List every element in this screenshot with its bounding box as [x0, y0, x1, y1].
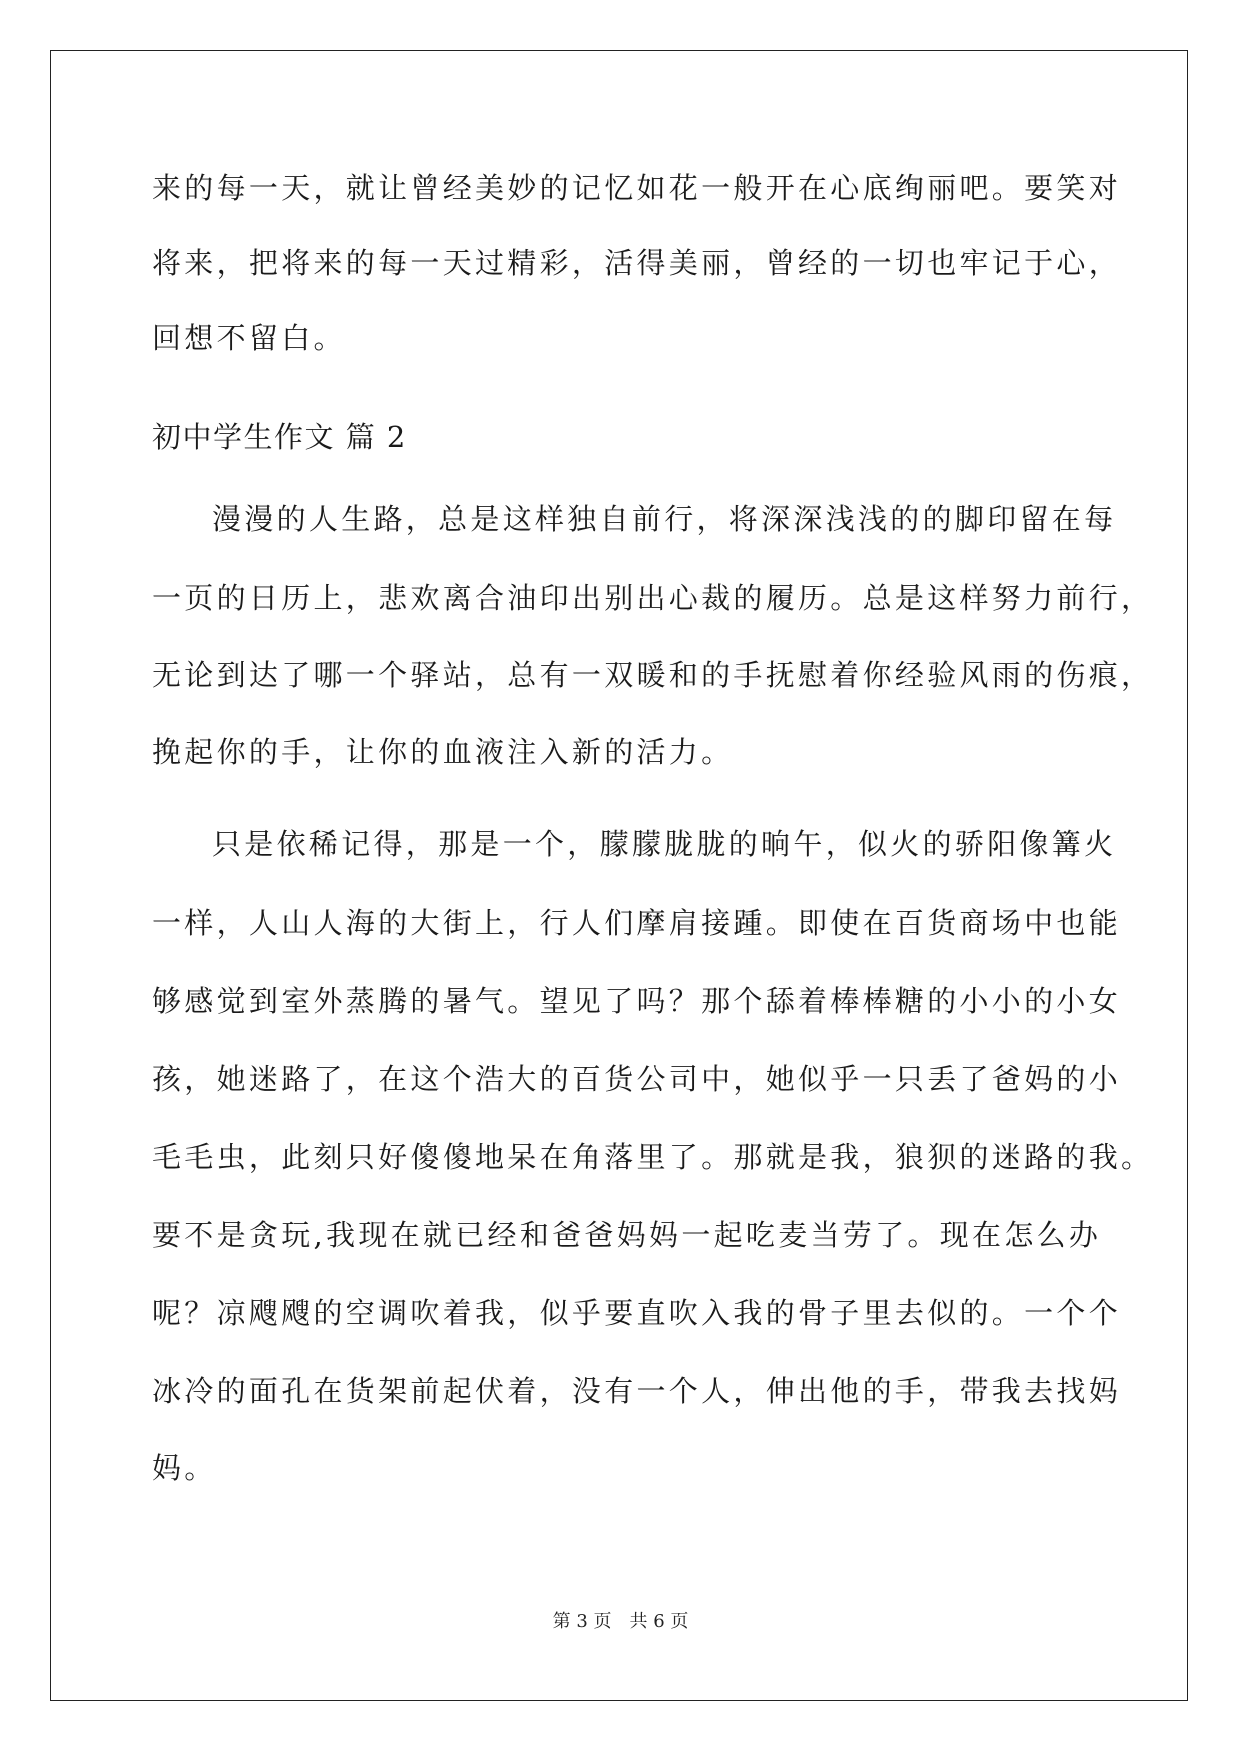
text-line: 挽起你的手，让你的血液注入新的活力。	[152, 735, 734, 769]
text-line: 孩，她迷路了，在这个浩大的百货公司中，她似乎一只丢了爸妈的小	[152, 1062, 1122, 1096]
text-line: 只是依稀记得，那是一个，朦朦胧胧的晌午，似火的骄阳像篝火	[212, 827, 1117, 861]
text-line: 将来，把将来的每一天过精彩，活得美丽，曾经的一切也牢记于心，	[152, 246, 1122, 280]
text-line: 要不是贪玩,我现在就已经和爸爸妈妈一起吃麦当劳了。现在怎么办	[152, 1218, 1102, 1252]
page-footer: 第 3 页 共 6 页	[552, 1611, 689, 1632]
section-heading: 初中学生作文 篇 2	[152, 420, 407, 454]
page-frame	[50, 50, 1188, 1701]
text-line: 一页的日历上，悲欢离合油印出别出心裁的履历。总是这样努力前行，	[152, 581, 1154, 615]
text-line: 回想不留白。	[152, 321, 346, 355]
text-line: 妈。	[152, 1451, 217, 1485]
text-line: 呢？凉飕飕的空调吹着我，似乎要直吹入我的骨子里去似的。一个个	[152, 1296, 1122, 1330]
text-line: 来的每一天，就让曾经美妙的记忆如花一般开在心底绚丽吧。要笑对	[152, 171, 1122, 205]
text-line: 一样，人山人海的大街上，行人们摩肩接踵。即使在百货商场中也能	[152, 906, 1122, 940]
text-line: 毛毛虫，此刻只好傻傻地呆在角落里了。那就是我，狼狈的迷路的我。	[152, 1140, 1154, 1174]
text-line: 无论到达了哪一个驿站，总有一双暖和的手抚慰着你经验风雨的伤痕，	[152, 658, 1154, 692]
text-line: 够感觉到室外蒸腾的暑气。望见了吗？那个舔着棒棒糖的小小的小女	[152, 984, 1122, 1018]
text-line: 漫漫的人生路，总是这样独自前行，将深深浅浅的的脚印留在每	[212, 502, 1117, 536]
text-line: 冰冷的面孔在货架前起伏着，没有一个人，伸出他的手，带我去找妈	[152, 1374, 1122, 1408]
